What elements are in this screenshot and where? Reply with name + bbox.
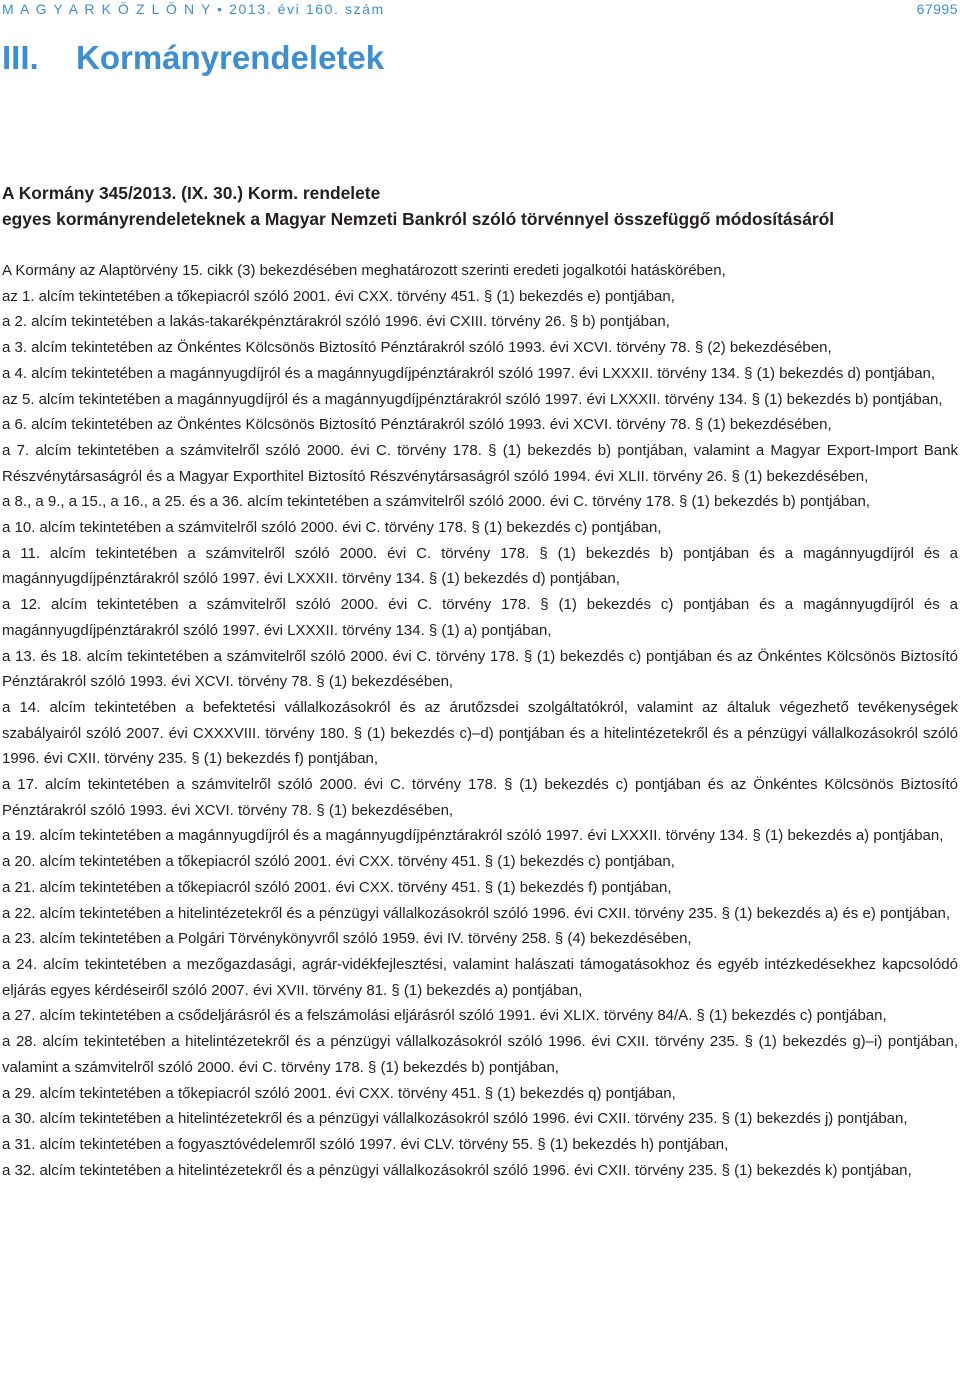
body-item: a 23. alcím tekintetében a Polgári Törvénykönyvről szóló 1959. évi IV. törvény 258. § (4) bekezdésében, bbox=[2, 930, 692, 948]
decree-title-line-2: egyes kormányrendeleteknek a Magyar Nemzeti Bankról szóló törvénnyel összefüggő módosításáról bbox=[2, 209, 835, 229]
body-item: a 11. alcím tekintetében a számvitelről szóló 2000. évi C. törvény 178. § (1) bekezdés b) pontjában és a magánnyugdíjról és a magánnyugdíjpénztárakról szóló 1997. évi LXXXII. törvény 134. § (1) bekezdés d) pontjában, bbox=[2, 544, 958, 588]
body-item: az 5. alcím tekintetében a magánnyugdíjról és a magánnyugdíjpénztárakról szóló 1997. évi LXXXII. törvény 134. § (1) bekezdés b) pontjában, bbox=[2, 390, 943, 408]
body-item: a 3. alcím tekintetében az Önkéntes Kölcsönös Biztosító Pénztárakról szóló 1993. évi XCVI. törvény 78. § (2) bekezdésében, bbox=[2, 339, 832, 357]
section-heading bbox=[2, 39, 384, 77]
body-item: a 2. alcím tekintetében a lakás-takarékpénztárakról szóló 1996. évi CXIII. törvény 26. § b) pontjában, bbox=[2, 313, 670, 331]
body-item: a 14. alcím tekintetében a befektetési vállalkozásokról és az árutőzsdei szolgáltatókról, valamint az általuk végezhető tevékenységek szabályairól szóló 2007. évi CXXXVIII. törvény 180. § (1) bekezdés c)–d) pontjában és a hitelintézetekről és a pénzügyi vállalkozásokról szóló 1996. évi CXII. törvény 235. § (1) bekezdés f) pontjában, bbox=[2, 698, 958, 768]
body-item: a 7. alcím tekintetében a számvitelről szóló 2000. évi C. törvény 178. § (1) bekezdés b) pontjában, valamint a Magyar Export-Import Bank Részvénytársaságról és a Magyar Exporthitel Biztosító Részvénytársaságról szóló 1994. évi XLII. törvény 26. § (1) bekezdésében, bbox=[2, 441, 958, 485]
body-item: a 10. alcím tekintetében a számvitelről szóló 2000. évi C. törvény 178. § (1) bekezdés c) pontjában, bbox=[2, 519, 662, 537]
decree-title-line-1: A Kormány 345/2013. (IX. 30.) Korm. rendelete bbox=[2, 183, 381, 203]
section-number: III. bbox=[2, 39, 39, 76]
body-item: a 27. alcím tekintetében a csődeljárásról és a felszámolási eljárásról szóló 1991. évi XLIX. törvény 84/A. § (1) bekezdés c) pontjában, bbox=[2, 1007, 887, 1025]
page-header bbox=[2, 0, 958, 22]
section-title: Kormányrendeletek bbox=[76, 39, 385, 76]
body-item: az 1. alcím tekintetében a tőkepiacról szóló 2001. évi CXX. törvény 451. § (1) bekezdés e) pontjában, bbox=[2, 287, 675, 305]
body-item: a 30. alcím tekintetében a hitelintézetekről és a pénzügyi vállalkozásokról szóló 1996. évi CXII. törvény 235. § (1) bekezdés j) pontjában, bbox=[2, 1110, 908, 1128]
body-item: a 28. alcím tekintetében a hitelintézetekről és a pénzügyi vállalkozásokról szóló 1996. évi CXII. törvény 235. § (1) bekezdés g)–i) pontjában, valamint a számvitelről szóló 2000. évi C. törvény 178. § (1) bekezdés b) pontjában, bbox=[2, 1033, 958, 1076]
body-item: a 29. alcím tekintetében a tőkepiacról szóló 2001. évi CXX. törvény 451. § (1) bekezdés q) pontjában, bbox=[2, 1084, 676, 1102]
body-item: a 22. alcím tekintetében a hitelintézetekről és a pénzügyi vállalkozásokról szóló 1996. évi CXII. törvény 235. § (1) bekezdés a) és e) pontjában, bbox=[2, 904, 951, 922]
body-item: a 19. alcím tekintetében a magánnyugdíjról és a magánnyugdíjpénztárakról szóló 1997. évi LXXXII. törvény 134. § (1) bekezdés a) pontjában, bbox=[2, 827, 944, 845]
page-number: 67995 bbox=[916, 1, 958, 17]
body-item: a 20. alcím tekintetében a tőkepiacról szóló 2001. évi CXX. törvény 451. § (1) bekezdés c) pontjában, bbox=[2, 853, 675, 871]
body-item: a 12. alcím tekintetében a számvitelről szóló 2000. évi C. törvény 178. § (1) bekezdés c) pontjában és a magánnyugdíjról és a magánnyugdíjpénztárakról szóló 1997. évi LXXXII. törvény 134. § (1) a) pontjában, bbox=[2, 596, 958, 639]
body-item: a 31. alcím tekintetében a fogyasztóvédelemről szóló 1997. évi CLV. törvény 55. § (1) bekezdés h) pontjában, bbox=[2, 1135, 729, 1153]
body-item: a 8., a 9., a 15., a 16., a 25. és a 36. alcím tekintetében a számvitelről szóló 2000. évi C. törvény 178. § (1) bekezdés b) pontjában, bbox=[2, 493, 871, 511]
body-intro: A Kormány az Alaptörvény 15. cikk (3) bekezdésében meghatározott szerinti eredeti jogalkotói hatáskörében, bbox=[2, 262, 726, 279]
body-item: a 13. és 18. alcím tekintetében a számvitelről szóló 2000. évi C. törvény 178. § (1) bekezdés c) pontjában és az Önkéntes Kölcsönös Biztosító Pénztárakról szóló 1993. évi XCVI. törvény 78. § (1) bekezdésében, bbox=[2, 647, 958, 691]
journal-title: M A G Y A R K Ö Z L Ö N Y • 2013. évi 160. szám bbox=[2, 1, 385, 17]
body-item: a 17. alcím tekintetében a számvitelről szóló 2000. évi C. törvény 178. § (1) bekezdés c) pontjában és az Önkéntes Kölcsönös Biztosító Pénztárakról szóló 1993. évi XCVI. törvény 78. § (1) bekezdésében, bbox=[2, 776, 958, 819]
body-item: a 6. alcím tekintetében az Önkéntes Kölcsönös Biztosító Pénztárakról szóló 1993. évi XCVI. törvény 78. § (1) bekezdésében, bbox=[2, 416, 832, 434]
body-item: a 24. alcím tekintetében a mezőgazdasági, agrár-vidékfejlesztési, valamint halászati támogatásokhoz és egyéb intézkedésekhez kapcsolódó eljárás egyes kérdéseiről szóló 2007. évi XVII. törvény 81. § (1) bekezdés a) pontjában, bbox=[2, 955, 958, 999]
body-item: a 21. alcím tekintetében a tőkepiacról szóló 2001. évi CXX. törvény 451. § (1) bekezdés f) pontjában, bbox=[2, 878, 672, 896]
decree-body bbox=[2, 258, 958, 1183]
body-item: a 4. alcím tekintetében a magánnyugdíjról és a magánnyugdíjpénztárakról szóló 1997. évi LXXXII. törvény 134. § (1) bekezdés d) pontjában, bbox=[2, 364, 936, 382]
decree-title bbox=[2, 180, 958, 232]
body-item: a 32. alcím tekintetében a hitelintézetekről és a pénzügyi vállalkozásokról szóló 1996. évi CXII. törvény 235. § (1) bekezdés k) pontjában, bbox=[2, 1161, 912, 1179]
